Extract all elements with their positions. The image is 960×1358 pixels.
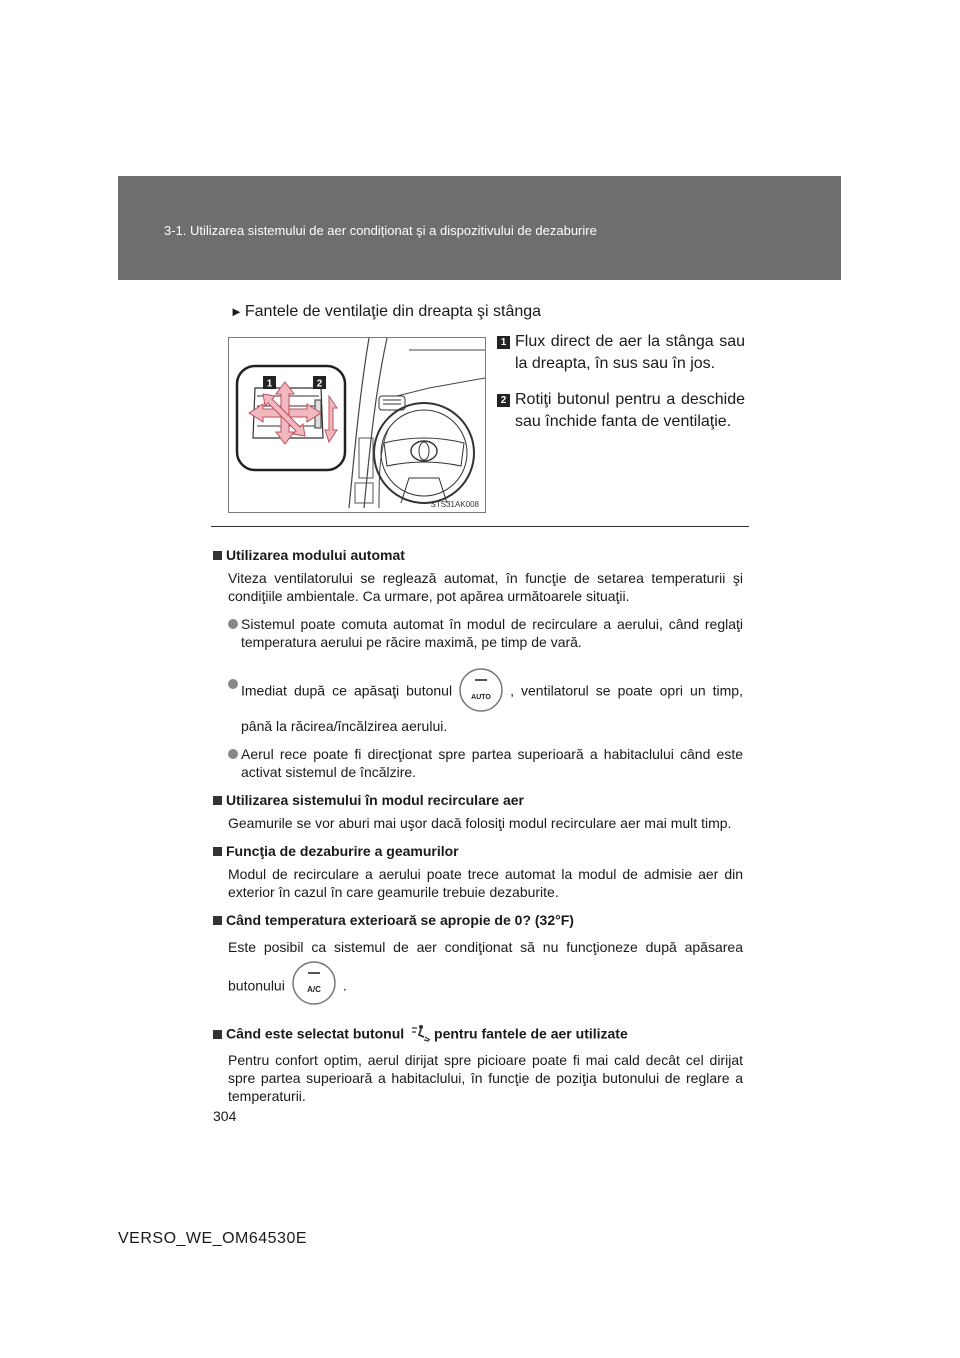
ac-button-icon xyxy=(291,960,337,1014)
square-bullet-icon xyxy=(213,847,222,856)
step-item xyxy=(497,331,745,375)
section-title: 3-1. Utilizarea sistemului de aer condiționat şi a dispozitivului de dezaburire xyxy=(164,223,597,238)
square-bullet-icon xyxy=(213,916,222,925)
note-title: Utilizarea modului automat xyxy=(213,546,743,564)
vent-heading xyxy=(230,303,541,321)
note-title: Utilizarea sistemului în modul recirculare aer xyxy=(213,791,743,809)
note-bullet: Imediat după ce apăsaţi butonul AUTO , ventilatorul se poate opri un timp, până la răcirea/încălzirea aerului. xyxy=(228,667,743,735)
note-paragraph: Geamurile se vor aburi mai uşor dacă folosiţi modul recirculare aer mai mult timp. xyxy=(228,815,732,831)
vent-heading-text: Fantele de ventilaţie din dreapta şi stânga xyxy=(244,303,542,320)
step-number-badge: 2 xyxy=(497,394,510,407)
note-paragraph: Este posibil ca sistemul de aer condiţionat să nu funcţioneze după apăsarea butonului A/C . xyxy=(228,934,743,1014)
round-bullet-icon xyxy=(228,749,238,759)
note-paragraph: Modul de recirculare a aerului poate trece automat la modul de admisie aer din exterior în cazul în care geamurile trebuie dezaburite. xyxy=(228,866,743,900)
note-title: Când temperatura exterioară se apropie de 0? (32°F) xyxy=(213,911,743,929)
note-bullet: Sistemul poate comuta automat în modul de recirculare a aerului, când reglaţi temperatura aerului pe răcire maximă, pe timp de vară. xyxy=(228,615,743,651)
note-title: Când este selectat butonul pentru fantele de aer utilizate xyxy=(213,1024,743,1046)
note-paragraph: Pentru confort optim, aerul dirijat spre picioare poate fi mai cald decât cel dirijat spre partea superioară a habitaclului, în funcţie de poziţia butonului de reglare a temperaturii. xyxy=(228,1052,743,1104)
square-bullet-icon xyxy=(213,551,222,560)
ac-button-label: A/C xyxy=(306,985,321,994)
note-bullet: Aerul rece poate fi direcţionat spre partea superioară a habitaclului când este activat sistemul de încălzire. xyxy=(228,745,743,781)
notes-section xyxy=(213,546,743,1115)
section-divider xyxy=(211,526,749,527)
step-text: Rotiţi butonul pentru a deschide sau închide fanta de ventilaţie. xyxy=(515,391,745,430)
auto-button-icon xyxy=(458,667,504,717)
page-number: 304 xyxy=(213,1108,237,1124)
step-number-badge: 1 xyxy=(497,336,510,349)
note-paragraph: Viteza ventilatorului se reglează automat, în funcţie de setarea temperaturii şi condiţiile ambientale. Ca urmare, pot apărea următoarele situaţii. xyxy=(228,570,743,604)
triangle-bullet-icon: ► xyxy=(230,304,243,319)
figure-code: STS31AK008 xyxy=(430,500,479,509)
feet-vent-icon xyxy=(410,1024,432,1046)
vent-illustration xyxy=(228,337,486,513)
square-bullet-icon xyxy=(213,796,222,805)
note-title: Funcţia de dezaburire a geamurilor xyxy=(213,842,743,860)
round-bullet-icon xyxy=(228,679,238,689)
vent-steps xyxy=(497,331,745,447)
step-item xyxy=(497,389,745,433)
svg-text:2: 2 xyxy=(316,378,323,390)
svg-text:1: 1 xyxy=(266,378,273,390)
round-bullet-icon xyxy=(228,619,238,629)
square-bullet-icon xyxy=(213,1030,222,1039)
document-code: VERSO_WE_OM64530E xyxy=(118,1230,308,1247)
dashboard-vent-drawing xyxy=(229,338,485,512)
auto-button-label: AUTO xyxy=(471,694,491,701)
step-text: Flux direct de aer la stânga sau la dreapta, în sus sau în jos. xyxy=(515,333,745,372)
